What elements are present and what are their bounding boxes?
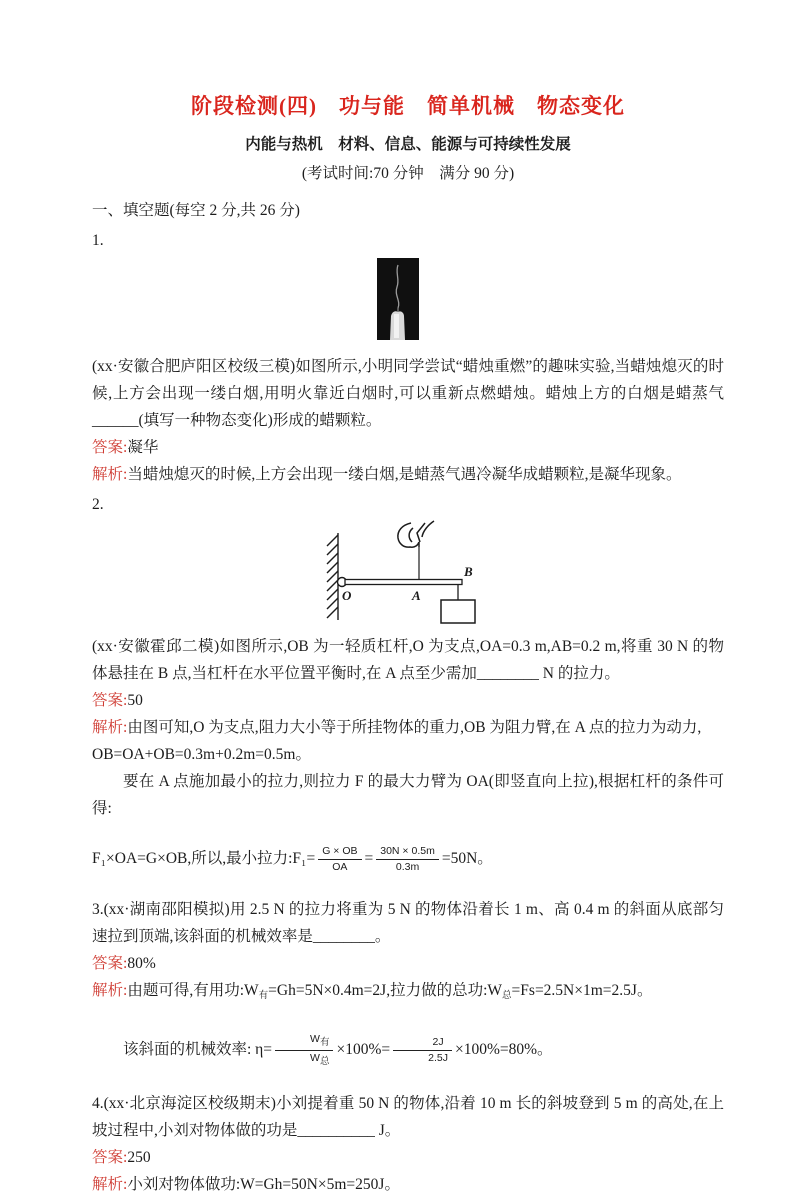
analysis-label: 解析: [92, 466, 128, 483]
fraction [393, 1036, 452, 1065]
subscript: 总 [502, 991, 512, 1002]
section-heading: 一、填空题(每空 2 分,共 26 分) [92, 202, 300, 219]
q3-text: (xx·湖南邵阳模拟)用 2.5 N 的拉力将重为 5 N 的物体沿着长 1 m、高 0.4 m 的斜面从底部匀速拉到顶端,该斜面的机械效率是________。 [92, 901, 724, 946]
fraction-numerator: 30N × 0.5m [376, 845, 439, 860]
q1-number: 1. [92, 232, 104, 249]
fraction-numerator: G × OB [318, 845, 361, 860]
q3-efficiency-line [92, 1026, 724, 1075]
q2-text: (xx·安徽霍邱二模)如图所示,OB 为一轻质杠杆,O 为支点,OA=0.3 m,AB=0.2 m,将重 30 N 的物体悬挂在 B 点,当杠杆在水平位置平衡时,在 A 点至少需加________ N 的拉力。 [92, 638, 724, 682]
label-b: B [464, 564, 473, 579]
q4-analysis-line [92, 1171, 724, 1198]
weight-box [441, 600, 475, 623]
q1-figure [72, 258, 724, 345]
q1-answer-line [92, 434, 724, 461]
wall-hatching [327, 533, 338, 620]
analysis-label: 解析: [92, 1176, 128, 1193]
denominator-main: W [310, 1051, 320, 1064]
fraction-numerator: 2J [393, 1036, 452, 1051]
answer-label: 答案: [92, 955, 128, 973]
denominator-sub: 总 [319, 1055, 330, 1067]
q3-efficiency-mid: ×100%= [336, 1040, 391, 1058]
q2-formula-equals: = [364, 849, 374, 867]
q3-text-line [92, 896, 724, 950]
lever-diagram [298, 520, 508, 626]
numerator-main: W [310, 1032, 320, 1045]
fraction [275, 1033, 333, 1068]
q3-answer-value: 80% [127, 955, 156, 973]
q1-analysis-line [92, 461, 724, 488]
q4-answer-value: 250 [127, 1149, 151, 1166]
q1-text: (xx·安徽合肥庐阳区校级三模)如图所示,小明同学尝试“蜡烛重燃”的趣味实验,当蜡烛熄灭的时候,上方会出现一缕白烟,用明火靠近白烟时,可以重新点燃蜡烛。蜡烛上方的白烟是蜡蒸气______(填写一种物态变化)形成的蜡颗粒。 [92, 358, 724, 429]
fraction-denominator: OA [332, 860, 348, 873]
q4-text-line [92, 1090, 724, 1144]
q2-analysis-line2: OB=OA+OB=0.3m+0.2m=0.5m。 [92, 746, 311, 763]
q2-analysis-text1: 由图可知,O 为支点,阻力大小等于所挂物体的重力,OB 为阻力臂,在 A 点的拉力为动力, [127, 719, 702, 736]
numerator-sub: 有 [319, 1036, 330, 1048]
q2-formula-prefix: F₁×OA=G×OB,所以,最小拉力:F₁= [92, 849, 316, 867]
q4-number: 4. [92, 1095, 104, 1112]
answer-label: 答案: [92, 439, 128, 456]
q3-answer-line [92, 950, 724, 977]
q4-text: (xx·北京海淀区校级期末)小刘提着重 50 N 的物体,沿着 10 m 长的斜坡登到 5 m 的高处,在上坡过程中,小刘对物体做的功是__________ J。 [92, 1095, 724, 1139]
page-subtitle: 内能与热机 材料、信息、能源与可持续性发展 [245, 136, 571, 153]
q2-analysis-line3: 要在 A 点施加最小的拉力,则拉力 F 的最大力臂为 OA(即竖直向上拉),根据杠杆的条件可得: [92, 773, 724, 817]
analysis-label: 解析: [92, 982, 128, 1000]
candle-highlight [394, 314, 399, 338]
q3-analysis-p3: =Fs=2.5N×1m=2.5J。 [511, 982, 653, 1000]
q2-formula-suffix: =50N。 [441, 849, 493, 867]
q2-figure [82, 520, 724, 631]
fraction-denominator: 0.3m [395, 860, 420, 873]
answer-label: 答案: [92, 1149, 128, 1166]
q3-analysis-p1: 由题可得,有用功:W [127, 982, 259, 1000]
subscript: 有 [258, 991, 269, 1002]
q3-analysis-p2: =Gh=5N×0.4m=2J,拉力做的总功:W [268, 982, 503, 1000]
page-title: 阶段检测(四) 功与能 简单机械 物态变化 [191, 94, 625, 118]
exam-info: (考试时间:70 分钟 满分 90 分) [301, 165, 515, 182]
q3-number: 3. [92, 901, 104, 919]
q1-answer-value: 凝华 [127, 439, 159, 456]
q4-answer-line [92, 1144, 724, 1171]
q2-answer-line [92, 687, 724, 714]
hand-icon [398, 521, 434, 547]
q2-formula-line [92, 838, 724, 881]
analysis-label: 解析: [92, 719, 128, 736]
q2-analysis-line1 [92, 714, 724, 741]
q2-answer-value: 50 [127, 692, 143, 709]
fraction [318, 845, 361, 874]
q3-analysis-line [92, 977, 724, 1010]
fraction-numerator [275, 1033, 333, 1051]
fraction-denominator: 2.5J [428, 1051, 448, 1064]
fraction [376, 845, 439, 874]
q2-number: 2. [92, 496, 104, 513]
fraction-denominator [275, 1051, 333, 1068]
candle-photo [377, 258, 419, 340]
q3-efficiency-suffix: ×100%=80%。 [454, 1040, 553, 1058]
answer-label: 答案: [92, 692, 128, 709]
label-o: O [342, 588, 352, 603]
lever-beam [345, 580, 462, 585]
q4-analysis-text: 小刘对物体做功:W=Gh=50N×5m=250J。 [127, 1176, 400, 1193]
q3-efficiency-prefix: 该斜面的机械效率: η= [123, 1040, 273, 1058]
q1-analysis-text: 当蜡烛熄灭的时候,上方会出现一缕白烟,是蜡蒸气遇冷凝华成蜡颗粒,是凝华现象。 [127, 466, 682, 483]
label-a: A [412, 588, 421, 603]
